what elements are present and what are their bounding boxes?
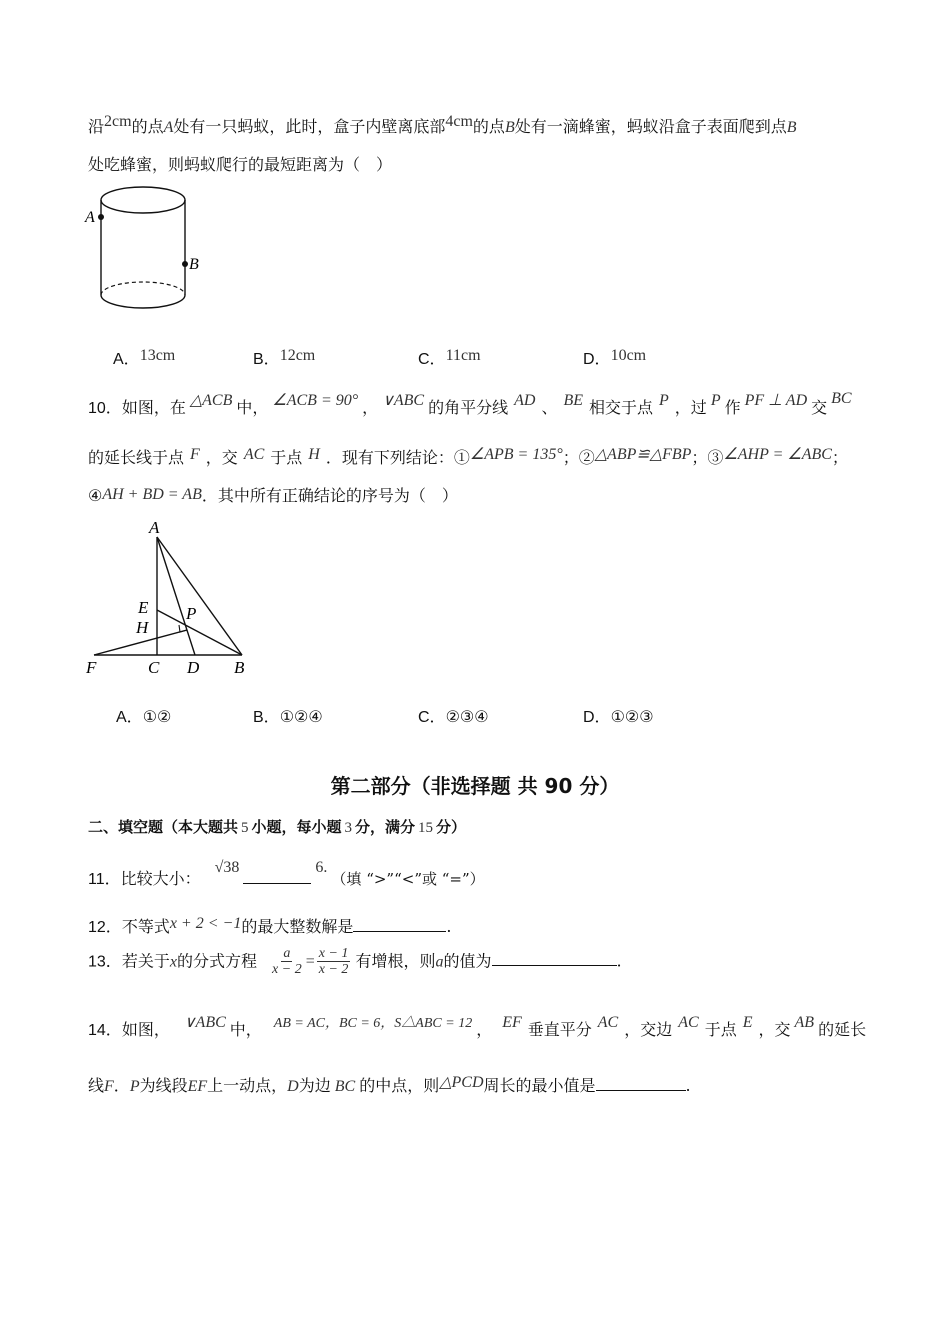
q14-text: 如图，	[121, 1020, 170, 1039]
q10-line1	[88, 390, 856, 418]
q10-text: ，	[362, 398, 379, 417]
q14-text: 上一动点，	[207, 1076, 288, 1095]
q14-text: ，交	[758, 1020, 791, 1039]
segment-AD	[157, 537, 195, 655]
option-value: 13cm	[139, 347, 176, 364]
q9-point: B	[786, 119, 797, 136]
q9-text: 的点	[472, 117, 505, 136]
option-label: D．	[583, 351, 611, 368]
q13-var: a	[435, 953, 444, 971]
section-number: 5	[241, 820, 249, 836]
question-number: 13．	[88, 953, 122, 971]
q10-math: P	[659, 392, 669, 409]
cylinder-bottom-front	[101, 295, 185, 308]
q13-text: 有增根，则	[355, 951, 436, 971]
label-D: D	[187, 658, 200, 677]
q10-math: PF ⊥ AD	[744, 392, 808, 409]
q14-math: AB = AC，BC = 6，S△ABC = 12	[273, 1016, 473, 1031]
q9-text: 沿	[88, 117, 105, 136]
q14-text: 于点	[704, 1020, 737, 1039]
option-label: B．	[253, 709, 280, 726]
q10-text: ；②	[562, 448, 595, 467]
q12-text: 不等式	[121, 917, 170, 936]
q10-text: 交	[811, 398, 828, 417]
q10-math: AC	[243, 446, 265, 463]
q14-text: 线	[88, 1076, 105, 1095]
q9-option-c[interactable]	[418, 349, 481, 369]
q9-line1	[88, 113, 797, 137]
q10-math: △ABP≌△FBP	[594, 446, 692, 463]
q11-answer-blank[interactable]	[243, 865, 311, 884]
point-B-dot	[182, 261, 188, 267]
fraction-numerator: a	[283, 946, 291, 961]
question-number: 14．	[88, 1022, 122, 1039]
q10-text: ．其中所有正确结论的序号为（ ）	[201, 486, 458, 505]
option-label: D．	[583, 709, 611, 726]
q10-math: BE	[563, 392, 583, 409]
fraction-denominator: x − 2	[272, 962, 302, 978]
q9-point: A	[163, 119, 174, 136]
cylinder-top	[101, 187, 185, 213]
q14-text: ，	[476, 1020, 493, 1039]
fraction-numerator: x − 1	[318, 946, 349, 961]
q10-math: F	[190, 446, 200, 463]
q11	[88, 859, 485, 889]
q14-math: BC	[334, 1078, 356, 1095]
q10-math: AH + BD = AB	[102, 486, 202, 503]
option-label: C．	[418, 709, 446, 726]
label-F: F	[86, 658, 97, 677]
q14-math: P	[129, 1078, 140, 1095]
segment-AB	[157, 537, 242, 655]
q14-answer-blank[interactable]	[596, 1072, 686, 1091]
question-number: 11．	[88, 871, 121, 888]
q13-answer-blank[interactable]	[492, 947, 617, 966]
q13-text: 的分式方程	[176, 951, 257, 971]
q10-math: ∠ACB = 90°	[272, 392, 359, 409]
q13-text: 的值为	[443, 951, 492, 971]
q14-text: ，交边	[624, 1020, 673, 1039]
q9-text: 的点	[131, 117, 164, 136]
q10-math: ∠AHP = ∠ABC	[723, 446, 832, 463]
q9-text: 处有一滴蜂蜜，蚂蚁沿盒子表面爬到点	[514, 117, 787, 136]
q14-text: 为边	[298, 1076, 331, 1095]
q9-line2: 处吃蜂蜜，则蚂蚁爬行的最短距离为（ ）	[88, 155, 393, 174]
q10-text: 于点	[270, 448, 303, 467]
q10-text: ．现有下列结论：①	[325, 448, 470, 467]
q14-line1	[88, 1014, 867, 1041]
label-H: H	[136, 618, 149, 637]
q14-math: F	[104, 1078, 114, 1095]
option-value: ①②	[142, 707, 172, 726]
q14-math: ∨ABC	[183, 1014, 226, 1031]
q14-text: 中，	[229, 1020, 262, 1039]
q10-math: BC	[831, 390, 852, 407]
q14-math: EF	[187, 1078, 208, 1095]
q14-text: 周长的最小值是	[483, 1076, 596, 1095]
q14-math: AC	[678, 1014, 699, 1031]
q14-text: 垂直平分	[527, 1020, 592, 1039]
q10-text: ，交	[205, 448, 238, 467]
section-text: 分）	[436, 818, 467, 836]
section-text: 分，满分	[355, 818, 416, 836]
q14-math: E	[742, 1014, 753, 1031]
q10-text: 中，	[236, 398, 269, 417]
q14-math: AB	[794, 1014, 815, 1031]
section2-heading	[88, 818, 466, 837]
q10-text: 、	[541, 398, 558, 417]
q13-text: 若关于	[121, 951, 170, 971]
section-text: 二、填空题（本大题共	[88, 818, 239, 836]
q10-text: ；③	[691, 448, 724, 467]
option-value: 11cm	[445, 347, 481, 364]
section-number: 15	[418, 820, 434, 836]
q10-math: H	[308, 446, 320, 463]
q9-point: B	[504, 119, 515, 136]
q11-math: 6.	[315, 859, 328, 876]
q14-text: 为线段	[139, 1076, 188, 1095]
q10-text: ④	[88, 486, 103, 505]
q9-math: 2cm	[104, 113, 132, 130]
option-label: A．	[116, 709, 143, 726]
q12-math: x + 2 < −1	[169, 915, 242, 932]
q14-line2	[88, 1072, 691, 1096]
option-value: ①②③	[610, 707, 654, 726]
q10-math: ∠APB = 135°	[469, 446, 563, 463]
q10-text: ；	[831, 448, 848, 467]
question-number: 12．	[88, 919, 122, 936]
q14-math: EF	[502, 1014, 522, 1031]
point-A-dot	[98, 214, 104, 220]
q11-text: 比较大小：	[120, 869, 201, 888]
q13-equals: =	[305, 953, 315, 971]
q12	[88, 913, 451, 937]
part2-title: 第二部分（非选择题 共 90 分）	[330, 774, 620, 798]
q10-line2	[88, 448, 848, 468]
q14-math: △PCD	[439, 1074, 484, 1091]
q13-text: .	[616, 951, 622, 971]
question-number: 10．	[88, 400, 122, 417]
q10-triangle-figure	[80, 515, 270, 680]
q10-math: ∨ABC	[382, 392, 425, 409]
q14-math: D	[287, 1078, 299, 1095]
q9-math: 4cm	[445, 113, 473, 130]
option-label: C．	[418, 351, 446, 368]
label-E: E	[138, 598, 149, 617]
q10-math: AD	[514, 392, 536, 409]
option-label: B．	[253, 351, 280, 368]
q13-var: x	[169, 953, 177, 971]
q10-option-c[interactable]	[418, 707, 489, 727]
option-value: 10cm	[610, 347, 647, 364]
q11-text: （填 “>”“<”或 “=”）	[331, 870, 485, 888]
section-number: 3	[344, 820, 353, 836]
q14-text: .	[685, 1076, 691, 1095]
q10-line3	[88, 486, 458, 506]
q10-text: 相交于点	[589, 398, 654, 417]
q13	[88, 946, 622, 978]
q14-text: 的延长	[818, 1020, 867, 1039]
q10-option-d[interactable]	[583, 707, 654, 727]
section-text: 小题，每小题	[251, 818, 342, 836]
q10-text: ，过	[674, 398, 707, 417]
label-P: P	[186, 604, 197, 623]
q14-text: ．	[113, 1076, 130, 1095]
q13-fraction-left	[270, 946, 304, 978]
q10-math: P	[710, 392, 721, 409]
q9-cylinder-figure	[82, 180, 212, 315]
q10-text: 的角平分线	[428, 398, 509, 417]
q14-text: 的中点，则	[359, 1076, 440, 1095]
option-value: ②③④	[445, 707, 489, 726]
label-C: C	[148, 658, 160, 677]
label-A: A	[149, 518, 160, 537]
q9-text: 处有一只蚂蚁，此时，盒子内壁离底部	[173, 117, 446, 136]
segment-EB	[157, 610, 242, 655]
cylinder-bottom-back	[101, 282, 185, 295]
q11-sqrt: √38	[214, 859, 240, 876]
q10-option-a[interactable]	[116, 707, 171, 727]
q14-math: AC	[597, 1014, 619, 1031]
q9-option-b[interactable]	[253, 349, 315, 369]
q10-text: 如图，在	[121, 398, 186, 417]
q9-option-a[interactable]	[113, 349, 175, 369]
fraction-denominator: x − 2	[318, 962, 349, 978]
option-value: ①②④	[279, 707, 323, 726]
q12-answer-blank[interactable]	[353, 913, 446, 932]
q10-text: 的延长线于点	[88, 448, 185, 467]
q9-option-d[interactable]	[583, 349, 646, 369]
label-B: B	[234, 658, 245, 677]
q10-option-b[interactable]	[253, 707, 323, 727]
label-A: A	[85, 209, 95, 226]
q10-text: 作	[724, 398, 741, 417]
q12-text: .	[446, 917, 452, 936]
option-label: A．	[113, 351, 140, 368]
label-B: B	[189, 256, 199, 273]
q12-text: 的最大整数解是	[241, 917, 354, 936]
option-value: 12cm	[279, 347, 316, 364]
q10-math: △ACB	[189, 392, 233, 409]
q13-fraction-right	[317, 946, 351, 978]
